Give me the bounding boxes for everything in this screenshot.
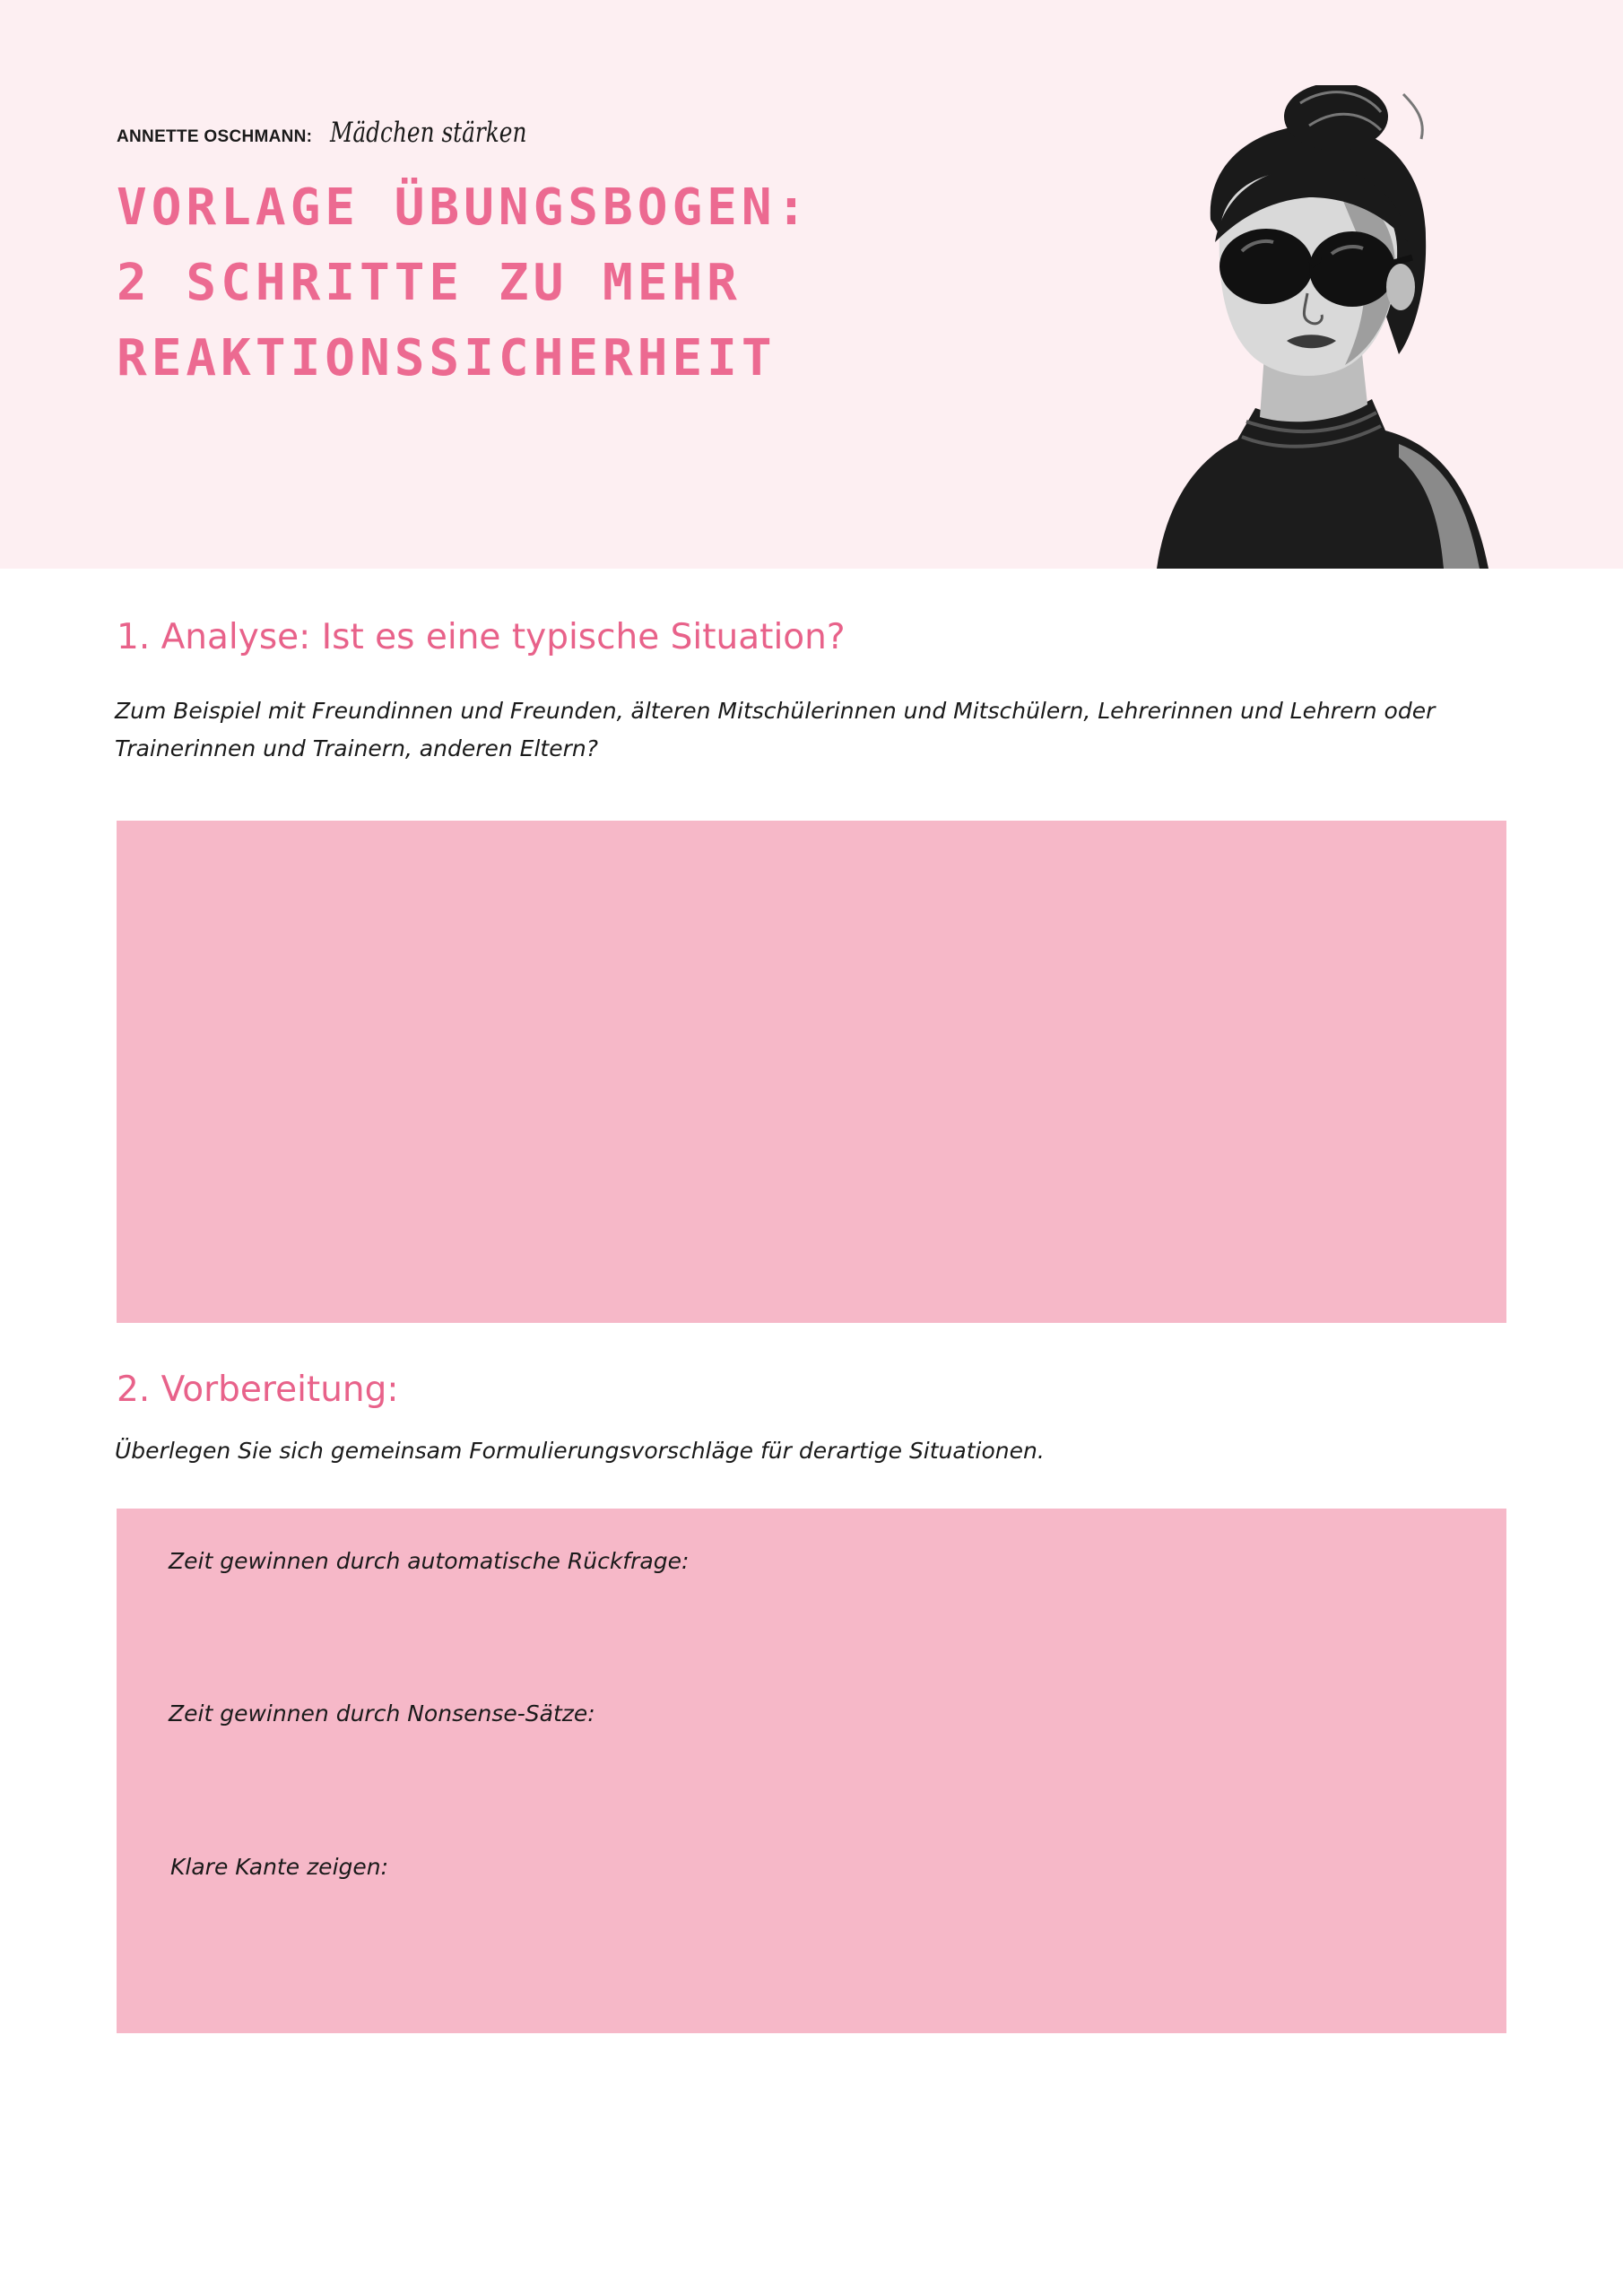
- sunglasses-bridge: [1309, 259, 1318, 265]
- author-line: [117, 117, 577, 149]
- page-title: [117, 170, 811, 396]
- section-2-intro: Überlegen Sie sich gemeinsam Formulierungsvorschläge für derartige Situationen.: [115, 1438, 1045, 1464]
- prompt-clear-stance: Klare Kante zeigen:: [170, 1854, 389, 1880]
- title-line-2: 2 SCHRITTE ZU MEHR: [117, 254, 742, 312]
- prompt-nonsense-sentences: Zeit gewinnen durch Nonsense-Sätze:: [169, 1700, 595, 1726]
- section-1-answer-box[interactable]: [117, 821, 1506, 1323]
- sunglasses-right-lens: [1309, 231, 1395, 307]
- section-1-heading: 1. Analyse: Ist es eine typische Situation?: [117, 617, 846, 657]
- section-2-answer-box[interactable]: [117, 1509, 1506, 2033]
- hair-bun: [1284, 85, 1388, 151]
- girl-portrait-illustration: [1157, 85, 1497, 569]
- ear: [1386, 264, 1415, 310]
- brand-name: Mädchen stärken: [330, 117, 527, 149]
- title-line-1: VORLAGE ÜBUNGSBOGEN:: [117, 178, 812, 237]
- title-line-3: REAKTIONSSICHERHEIT: [117, 329, 777, 387]
- section-1-intro-line-2: Trainerinnen und Trainern, anderen Eltern?: [115, 735, 598, 761]
- section-2-heading: 2. Vorbereitung:: [117, 1370, 399, 1410]
- author-name: ANNETTE OSCHMANN:: [117, 127, 313, 146]
- prompt-automatic-question: Zeit gewinnen durch automatische Rückfrage:: [169, 1548, 690, 1574]
- section-1-intro-line-1: Zum Beispiel mit Freundinnen und Freunden, älteren Mitschülerinnen und Mitschülern, Lehrerinnen und Lehrern oder: [115, 698, 1436, 724]
- section-1-intro: [115, 692, 1514, 768]
